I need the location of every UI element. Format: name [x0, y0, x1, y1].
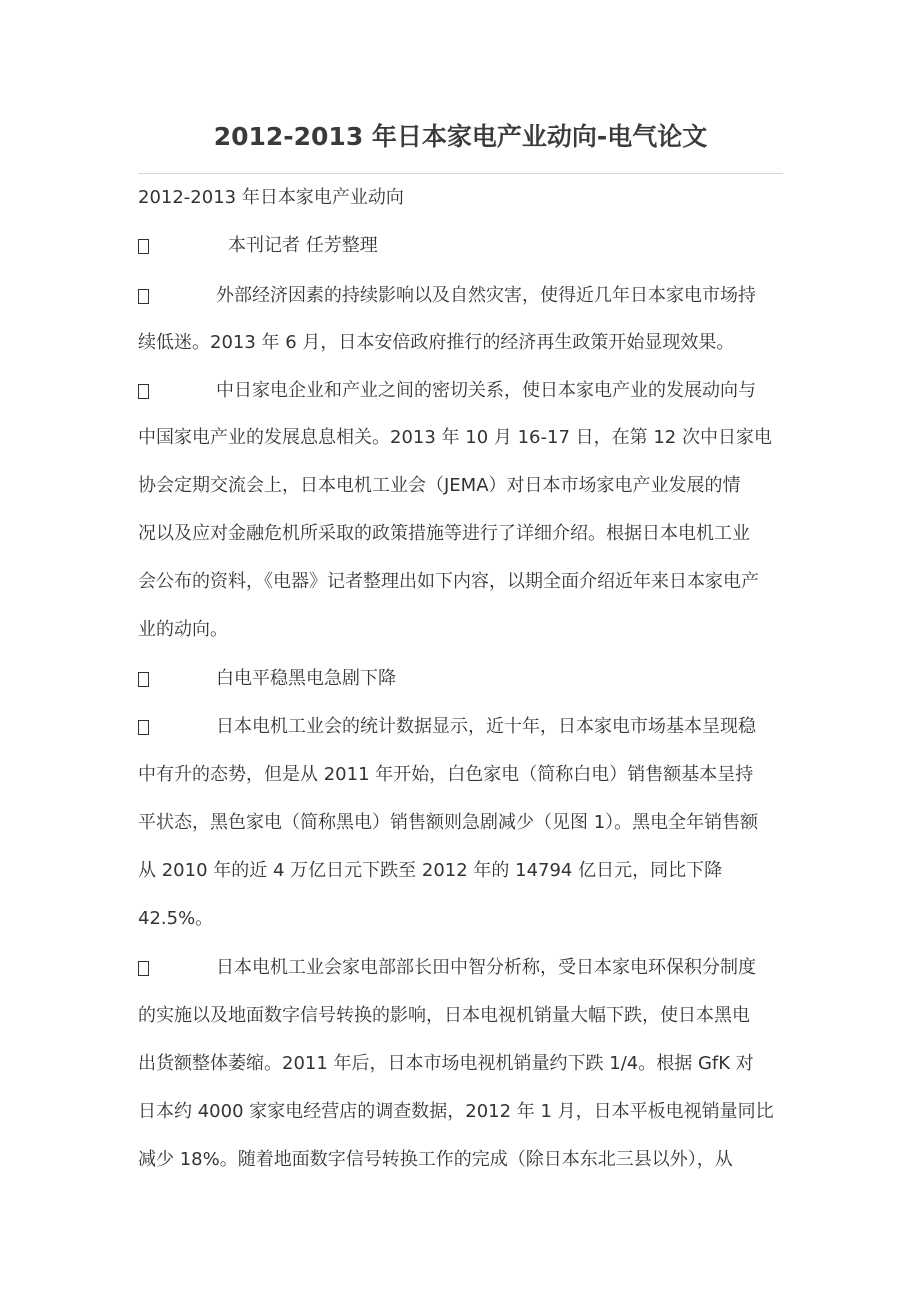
bullet-icon [138, 961, 149, 976]
paragraph-line: 的实施以及地面数字信号转换的影响，日本电视机销量大幅下跌，使日本黑电 [138, 1005, 750, 1026]
bullet-icon [138, 720, 149, 735]
paragraph-line: 中有升的态势，但是从 2011 年开始，白色家电（简称白电）销售额基本呈持 [138, 764, 754, 785]
subtitle: 2012-2013 年日本家电产业动向 [138, 187, 404, 208]
paragraph-lead: 外部经济因素的持续影响以及自然灾害，使得近几年日本家电市场持 [216, 285, 756, 306]
paragraph-line: 日本约 4000 家家电经营店的调查数据，2012 年 1 月，日本平板电视销量同比 [138, 1101, 774, 1122]
paragraph-line: 中国家电产业的发展息息相关。2013 年 10 月 16-17 日，在第 12 次中日家电 [138, 427, 772, 448]
paragraph-lead: 中日家电企业和产业之间的密切关系，使日本家电产业的发展动向与 [216, 380, 756, 401]
bullet-icon [138, 672, 149, 687]
section-heading: 白电平稳黑电急剧下降 [216, 668, 396, 689]
paragraph-line: 续低迷。2013 年 6 月，日本安倍政府推行的经济再生政策开始显现效果。 [138, 332, 735, 353]
bullet-icon [138, 239, 149, 254]
bullet-icon [138, 384, 149, 399]
paragraph-line: 从 2010 年的近 4 万亿日元下跌至 2012 年的 14794 亿日元，同比下降 [138, 860, 723, 881]
paragraph-line: 平状态，黑色家电（简称黑电）销售额则急剧减少（见图 1）。黑电全年销售额 [138, 812, 759, 833]
bullet-icon [138, 289, 149, 304]
paragraph-line: 况以及应对金融危机所采取的政策措施等进行了详细介绍。根据日本电机工业 [138, 523, 750, 544]
paragraph-lead: 日本电机工业会的统计数据显示，近十年，日本家电市场基本呈现稳 [216, 716, 756, 737]
paragraph-line: 出货额整体萎缩。2011 年后，日本市场电视机销量约下跌 1/4。根据 GfK 对 [138, 1053, 754, 1074]
paragraph-line: 42.5%。 [138, 908, 214, 929]
paragraph-line: 会公布的资料，《电器》记者整理出如下内容，以期全面介绍近年来日本家电产 [138, 571, 759, 592]
page-title: 2012-2013 年日本家电产业动向-电气论文 [213, 122, 708, 151]
byline: 本刊记者 任芳整理 [228, 235, 378, 256]
paragraph-line: 协会定期交流会上，日本电机工业会（JEMA）对日本市场家电产业发展的情 [138, 475, 741, 496]
paragraph-lead: 日本电机工业会家电部部长田中智分析称，受日本家电环保积分制度 [216, 957, 756, 978]
paragraph-line: 减少 18%。随着地面数字信号转换工作的完成（除日本东北三县以外），从 [138, 1149, 733, 1170]
paragraph-line: 业的动向。 [138, 619, 228, 640]
